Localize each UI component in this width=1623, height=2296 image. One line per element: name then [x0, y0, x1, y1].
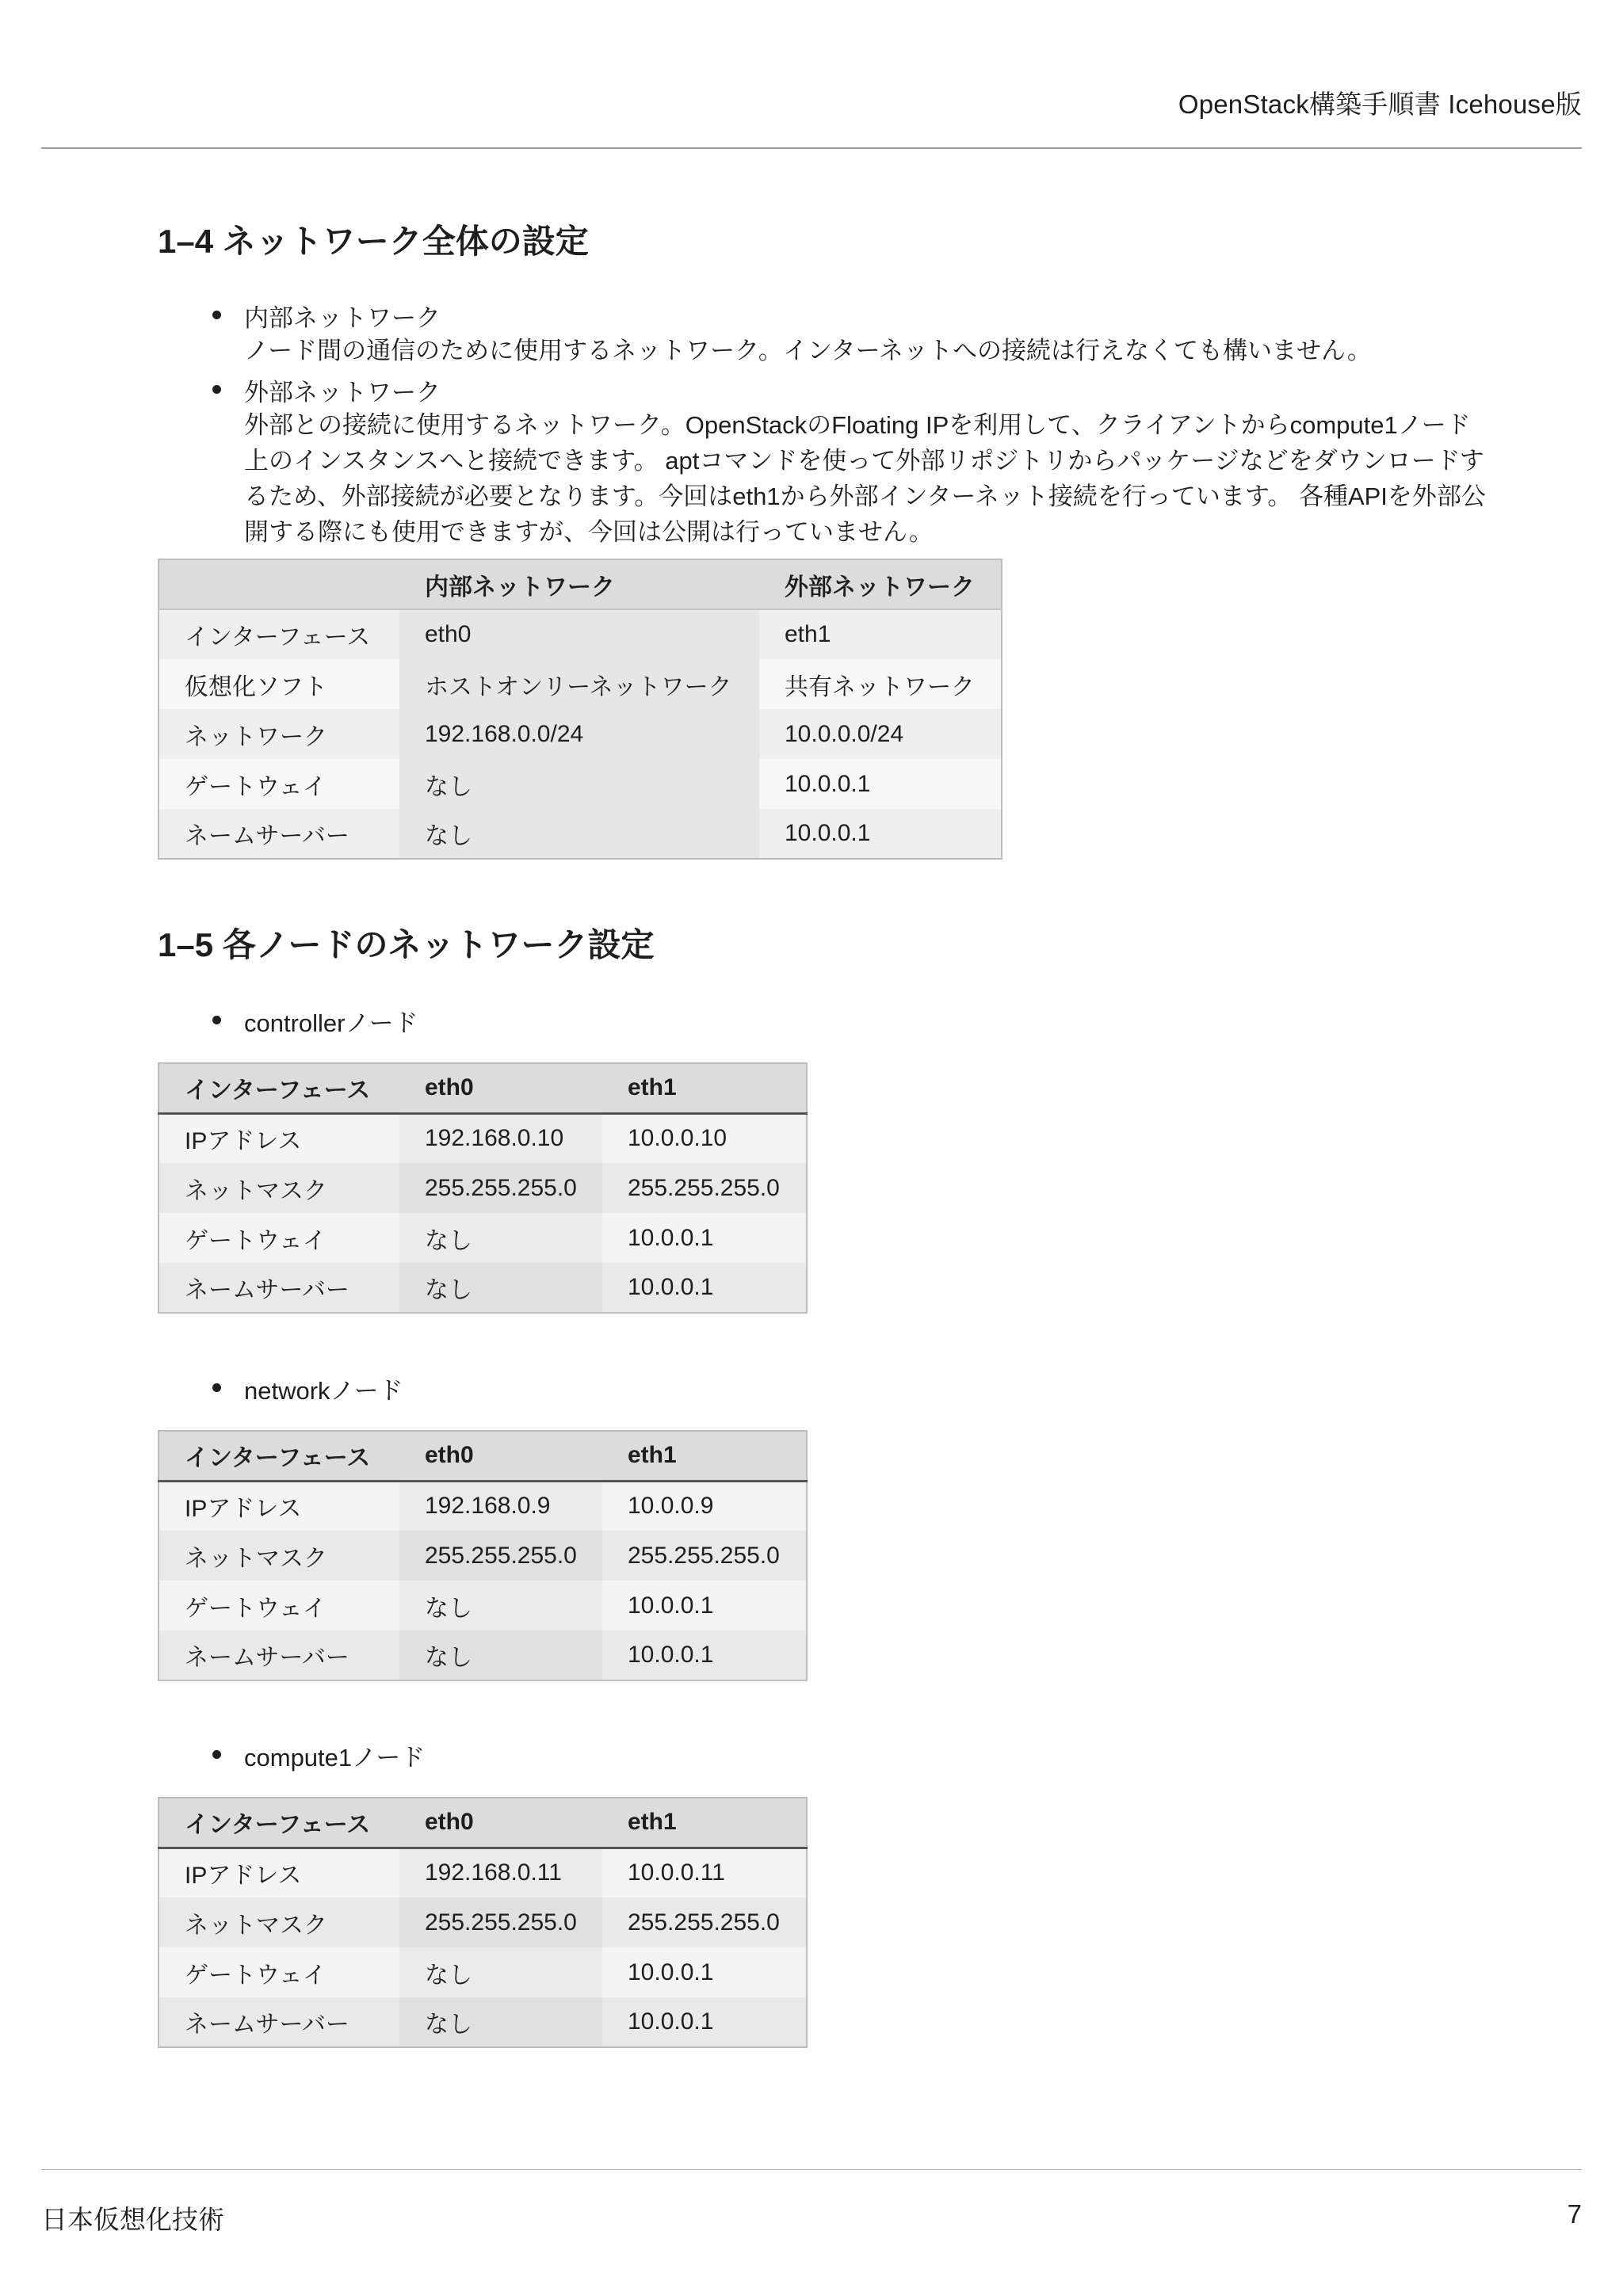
footer-divider — [41, 2169, 1582, 2170]
table-row — [158, 1531, 807, 1581]
section-1-5-heading: 1–5 各ノードのネットワーク設定 — [158, 926, 655, 963]
table-row — [158, 1897, 807, 1947]
table-header-cell: 外部ネットワーク — [759, 559, 1002, 609]
network-node-table — [158, 1430, 808, 1681]
table-cell: IPアドレス — [158, 1481, 399, 1531]
table-cell: 10.0.0.1 — [759, 759, 1002, 809]
table-row — [158, 1163, 807, 1213]
bullet-description: ノード間の通信のために使用するネットワーク。インターネットへの接続は行えなくても構いません。 — [244, 337, 1372, 364]
table-header-cell — [158, 559, 399, 609]
table-cell: ネームサーバー — [158, 1263, 399, 1313]
table-row — [158, 1848, 807, 1897]
table-cell: ネットマスク — [158, 1531, 399, 1581]
table-cell: 10.0.0.1 — [759, 809, 1002, 859]
table-header-cell: インターフェース — [158, 1798, 399, 1848]
controller-node-table — [158, 1062, 808, 1314]
table-cell: ネットマスク — [158, 1897, 399, 1947]
table-header-cell: eth0 — [399, 1431, 602, 1481]
table-header-cell: 内部ネットワーク — [399, 559, 759, 609]
table-cell: なし — [399, 1581, 602, 1630]
bullet-dot — [212, 1016, 221, 1024]
table-cell: 255.255.255.0 — [602, 1897, 807, 1947]
table-cell: eth1 — [759, 609, 1002, 659]
footer-page-number: 7 — [1567, 2199, 1582, 2229]
bullet-label: compute1ノード — [244, 1744, 426, 1772]
table-row — [158, 1997, 807, 2047]
table-cell: ネームサーバー — [158, 1630, 399, 1680]
table-header-cell: インターフェース — [158, 1431, 399, 1481]
table-cell: なし — [399, 1997, 602, 2047]
table-cell: なし — [399, 1630, 602, 1680]
table-cell: ネームサーバー — [158, 809, 399, 859]
table-cell: なし — [399, 759, 759, 809]
bullet-dot — [212, 385, 221, 394]
table-cell: ネームサーバー — [158, 1997, 399, 2047]
table-cell: 255.255.255.0 — [399, 1531, 602, 1581]
table-cell: 10.0.0.1 — [602, 1997, 807, 2047]
document-header-title: OpenStack構築手順書 Icehouse版 — [1178, 90, 1582, 119]
bullet-dot — [212, 1750, 221, 1759]
table-cell: ネットワーク — [158, 709, 399, 759]
table-cell: 192.168.0.0/24 — [399, 709, 759, 759]
table-cell: 10.0.0.1 — [602, 1581, 807, 1630]
table-row — [158, 659, 1002, 709]
table-row — [158, 1481, 807, 1531]
table-row — [158, 759, 1002, 809]
table-cell: なし — [399, 1213, 602, 1263]
table-cell: ゲートウェイ — [158, 759, 399, 809]
table-cell: eth0 — [399, 609, 759, 659]
bullet-description: 外部との接続に使用するネットワーク。OpenStackのFloating IPを利用して、クライアントからcompute1ノード上のインスタンスへと接続できます。 aptコマンドを使って外部リポジトリからパッケージなどをダウンロードするため、外部接続が必要となります。今回はeth1から外部インターネット接続を行っています。 各種APIを外部公開する際にも使用できますが、今回は公開は行っていません。 — [244, 411, 1486, 546]
table-cell: ネットマスク — [158, 1163, 399, 1213]
table-cell: 255.255.255.0 — [399, 1163, 602, 1213]
table-cell: 共有ネットワーク — [759, 659, 1002, 709]
bullet-label: networkノード — [244, 1377, 403, 1405]
header-divider — [41, 147, 1582, 149]
table-cell: インターフェース — [158, 609, 399, 659]
table-cell: ホストオンリーネットワーク — [399, 659, 759, 709]
table-header-cell: eth0 — [399, 1063, 602, 1113]
table-header-cell: インターフェース — [158, 1063, 399, 1113]
table-cell: 10.0.0.1 — [602, 1213, 807, 1263]
table-row — [158, 1581, 807, 1630]
bullet-label: 外部ネットワーク — [244, 379, 441, 406]
table-cell: 10.0.0.11 — [602, 1848, 807, 1897]
table-cell: 192.168.0.11 — [399, 1848, 602, 1897]
table-cell: なし — [399, 809, 759, 859]
table-cell: IPアドレス — [158, 1113, 399, 1163]
table-row — [158, 809, 1002, 859]
table-row — [158, 1113, 807, 1163]
table-cell: 255.255.255.0 — [399, 1897, 602, 1947]
bullet-label: controllerノード — [244, 1009, 418, 1037]
table-row — [158, 609, 1002, 659]
table-header-cell: eth1 — [602, 1063, 807, 1113]
table-cell: 仮想化ソフト — [158, 659, 399, 709]
section-1-4-heading: 1–4 ネットワーク全体の設定 — [158, 223, 589, 260]
table-cell: IPアドレス — [158, 1848, 399, 1897]
table-cell: なし — [399, 1263, 602, 1313]
compute1-node-table — [158, 1797, 808, 2048]
table-header-cell: eth1 — [602, 1431, 807, 1481]
table-cell: 192.168.0.10 — [399, 1113, 602, 1163]
table-row — [158, 1213, 807, 1263]
table-cell: 10.0.0.1 — [602, 1263, 807, 1313]
table-cell: 10.0.0.9 — [602, 1481, 807, 1531]
table-header-cell: eth0 — [399, 1798, 602, 1848]
table-cell: ゲートウェイ — [158, 1581, 399, 1630]
table-cell: ゲートウェイ — [158, 1947, 399, 1997]
table-cell: 255.255.255.0 — [602, 1163, 807, 1213]
table-cell: ゲートウェイ — [158, 1213, 399, 1263]
table-cell: 255.255.255.0 — [602, 1531, 807, 1581]
bullet-label: 内部ネットワーク — [244, 304, 441, 332]
table-cell: 192.168.0.9 — [399, 1481, 602, 1531]
table-cell: なし — [399, 1947, 602, 1997]
network-overview-table — [158, 559, 1002, 860]
bullet-dot — [212, 1383, 221, 1392]
table-row — [158, 1263, 807, 1313]
table-cell: 10.0.0.0/24 — [759, 709, 1002, 759]
table-row — [158, 709, 1002, 759]
table-cell: 10.0.0.10 — [602, 1113, 807, 1163]
table-cell: 10.0.0.1 — [602, 1947, 807, 1997]
bullet-dot — [212, 311, 221, 319]
footer-company-name: 日本仮想化技術 — [41, 2205, 224, 2234]
table-cell: 10.0.0.1 — [602, 1630, 807, 1680]
table-row — [158, 1630, 807, 1680]
table-header-cell: eth1 — [602, 1798, 807, 1848]
table-row — [158, 1947, 807, 1997]
